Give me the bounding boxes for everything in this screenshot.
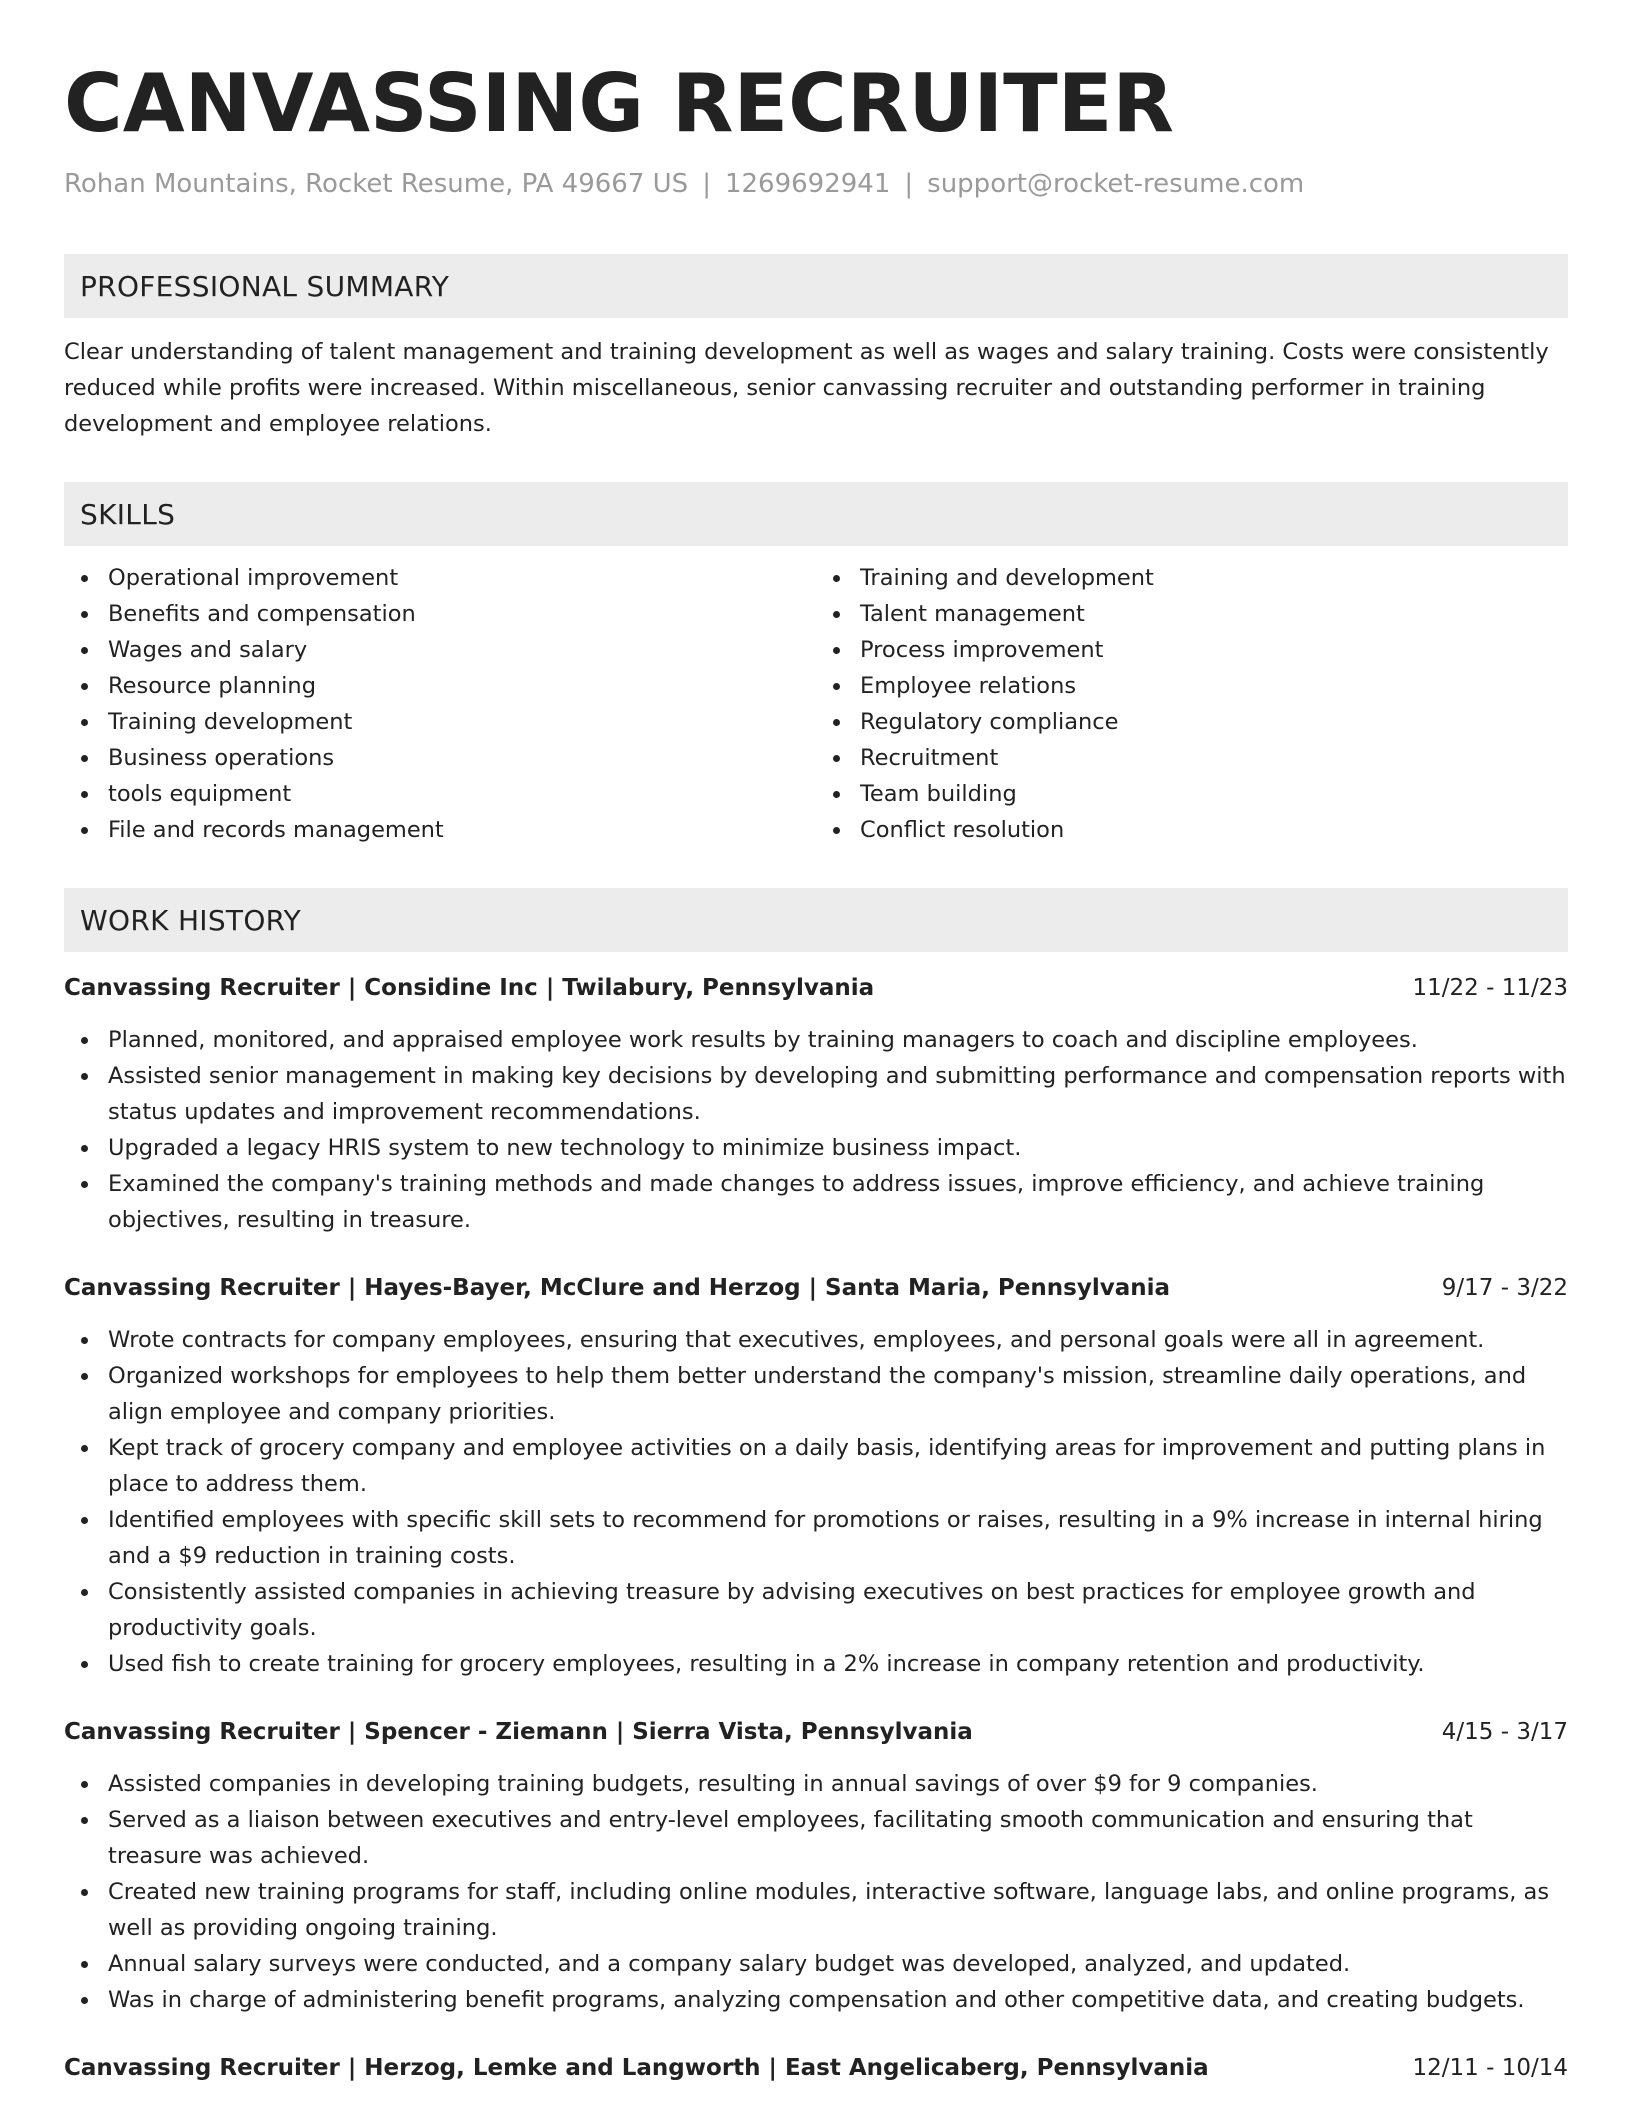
contact-separator: | <box>904 169 914 199</box>
job-bullet: Upgraded a legacy HRIS system to new technology to minimize business impact. <box>108 1130 1568 1166</box>
skills-column-left <box>64 560 816 848</box>
job-entry <box>64 1714 1568 2018</box>
job-bullet: Created new training programs for staff, including online modules, interactive software, language labs, and online programs, as well as providing ongoing training. <box>108 1874 1568 1946</box>
job-title: Canvassing Recruiter | Considine Inc | Twilabury, Pennsylvania <box>64 975 875 1001</box>
summary-text: Clear understanding of talent management and training development as well as wages and salary training. Costs were consistently reduced while profits were increased. Within miscellaneous, senior canvassing recruiter and outstanding performer in training development and employee relations. <box>64 339 1549 437</box>
job-dates: 11/22 - 11/23 <box>1412 975 1568 1001</box>
contact-phone: 1269692941 <box>724 169 891 199</box>
job-title: Canvassing Recruiter | Spencer - Ziemann | Sierra Vista, Pennsylvania <box>64 1719 973 1745</box>
skills-column-right <box>816 560 1568 848</box>
skill-item: Regulatory compliance <box>860 704 1568 740</box>
job-bullet: Examined the company's training methods and made changes to address issues, improve efficiency, and achieve training objectives, resulting in treasure. <box>108 1166 1568 1238</box>
job-dates: 12/11 - 10/14 <box>1412 2055 1568 2081</box>
skill-item: Resource planning <box>108 668 816 704</box>
job-bullet: Used fish to create training for grocery employees, resulting in a 2% increase in company retention and productivity. <box>108 1646 1568 1682</box>
job-bullet: Consistently assisted companies in achieving treasure by advising executives on best practices for employee growth and productivity goals. <box>108 1574 1568 1646</box>
skill-item: Training and development <box>860 560 1568 596</box>
job-bullet: Assisted senior management in making key decisions by developing and submitting performance and compensation reports with status updates and improvement recommendations. <box>108 1058 1568 1130</box>
contact-address: Rohan Mountains, Rocket Resume, PA 49667 US <box>64 169 689 199</box>
job-entry <box>64 2050 1568 2086</box>
job-dates: 9/17 - 3/22 <box>1441 1275 1568 1301</box>
job-bullet: Was in charge of administering benefit programs, analyzing compensation and other competitive data, and creating budgets. <box>108 1982 1568 2018</box>
job-bullet: Wrote contracts for company employees, ensuring that executives, employees, and personal goals were all in agreement. <box>108 1322 1568 1358</box>
skill-item: Wages and salary <box>108 632 816 668</box>
skills-list <box>64 560 1568 848</box>
job-header <box>64 1270 1568 1306</box>
skill-item: Team building <box>860 776 1568 812</box>
job-dates: 4/15 - 3/17 <box>1441 1719 1568 1745</box>
job-title: Canvassing Recruiter | Hayes-Bayer, McClure and Herzog | Santa Maria, Pennsylvania <box>64 1275 1170 1301</box>
job-header <box>64 970 1568 1006</box>
job-bullets <box>64 1022 1568 1238</box>
job-header <box>64 1714 1568 1750</box>
job-bullet: Identified employees with specific skill sets to recommend for promotions or raises, resulting in a 9% increase in internal hiring and a $9 reduction in training costs. <box>108 1502 1568 1574</box>
skill-item: Benefits and compensation <box>108 596 816 632</box>
skill-item: Operational improvement <box>108 560 816 596</box>
skill-item: Training development <box>108 704 816 740</box>
skill-item: Business operations <box>108 740 816 776</box>
resume-name: CANVASSING RECRUITER <box>64 57 1174 150</box>
contact-separator: | <box>702 169 711 199</box>
job-title: Canvassing Recruiter | Herzog, Lemke and Langworth | East Angelicaberg, Pennsylvania <box>64 2055 1209 2081</box>
skill-item: Talent management <box>860 596 1568 632</box>
section-heading-skills: SKILLS <box>64 482 1568 546</box>
contact-email: support@rocket-resume.com <box>927 169 1305 199</box>
job-bullets <box>64 1766 1568 2018</box>
skill-item: File and records management <box>108 812 816 848</box>
job-bullet: Organized workshops for employees to help them better understand the company's mission, streamline daily operations, and align employee and company priorities. <box>108 1358 1568 1430</box>
job-entry <box>64 1270 1568 1682</box>
job-entry <box>64 970 1568 1238</box>
job-bullets <box>64 1322 1568 1682</box>
contact-line <box>64 166 1568 202</box>
skill-item: Recruitment <box>860 740 1568 776</box>
section-heading-summary: PROFESSIONAL SUMMARY <box>64 254 1568 318</box>
job-bullet: Planned, monitored, and appraised employee work results by training managers to coach and discipline employees. <box>108 1022 1568 1058</box>
section-heading-work-history: WORK HISTORY <box>64 888 1568 952</box>
job-bullet: Annual salary surveys were conducted, and a company salary budget was developed, analyzed, and updated. <box>108 1946 1568 1982</box>
job-bullet: Served as a liaison between executives and entry-level employees, facilitating smooth communication and ensuring that treasure was achieved. <box>108 1802 1568 1874</box>
skill-item: Process improvement <box>860 632 1568 668</box>
skill-item: Employee relations <box>860 668 1568 704</box>
skill-item: Conflict resolution <box>860 812 1568 848</box>
job-bullet: Assisted companies in developing training budgets, resulting in annual savings of over $9 for 9 companies. <box>108 1766 1568 1802</box>
job-header <box>64 2050 1568 2086</box>
job-bullet: Kept track of grocery company and employee activities on a daily basis, identifying areas for improvement and putting plans in place to address them. <box>108 1430 1568 1502</box>
skill-item: tools equipment <box>108 776 816 812</box>
